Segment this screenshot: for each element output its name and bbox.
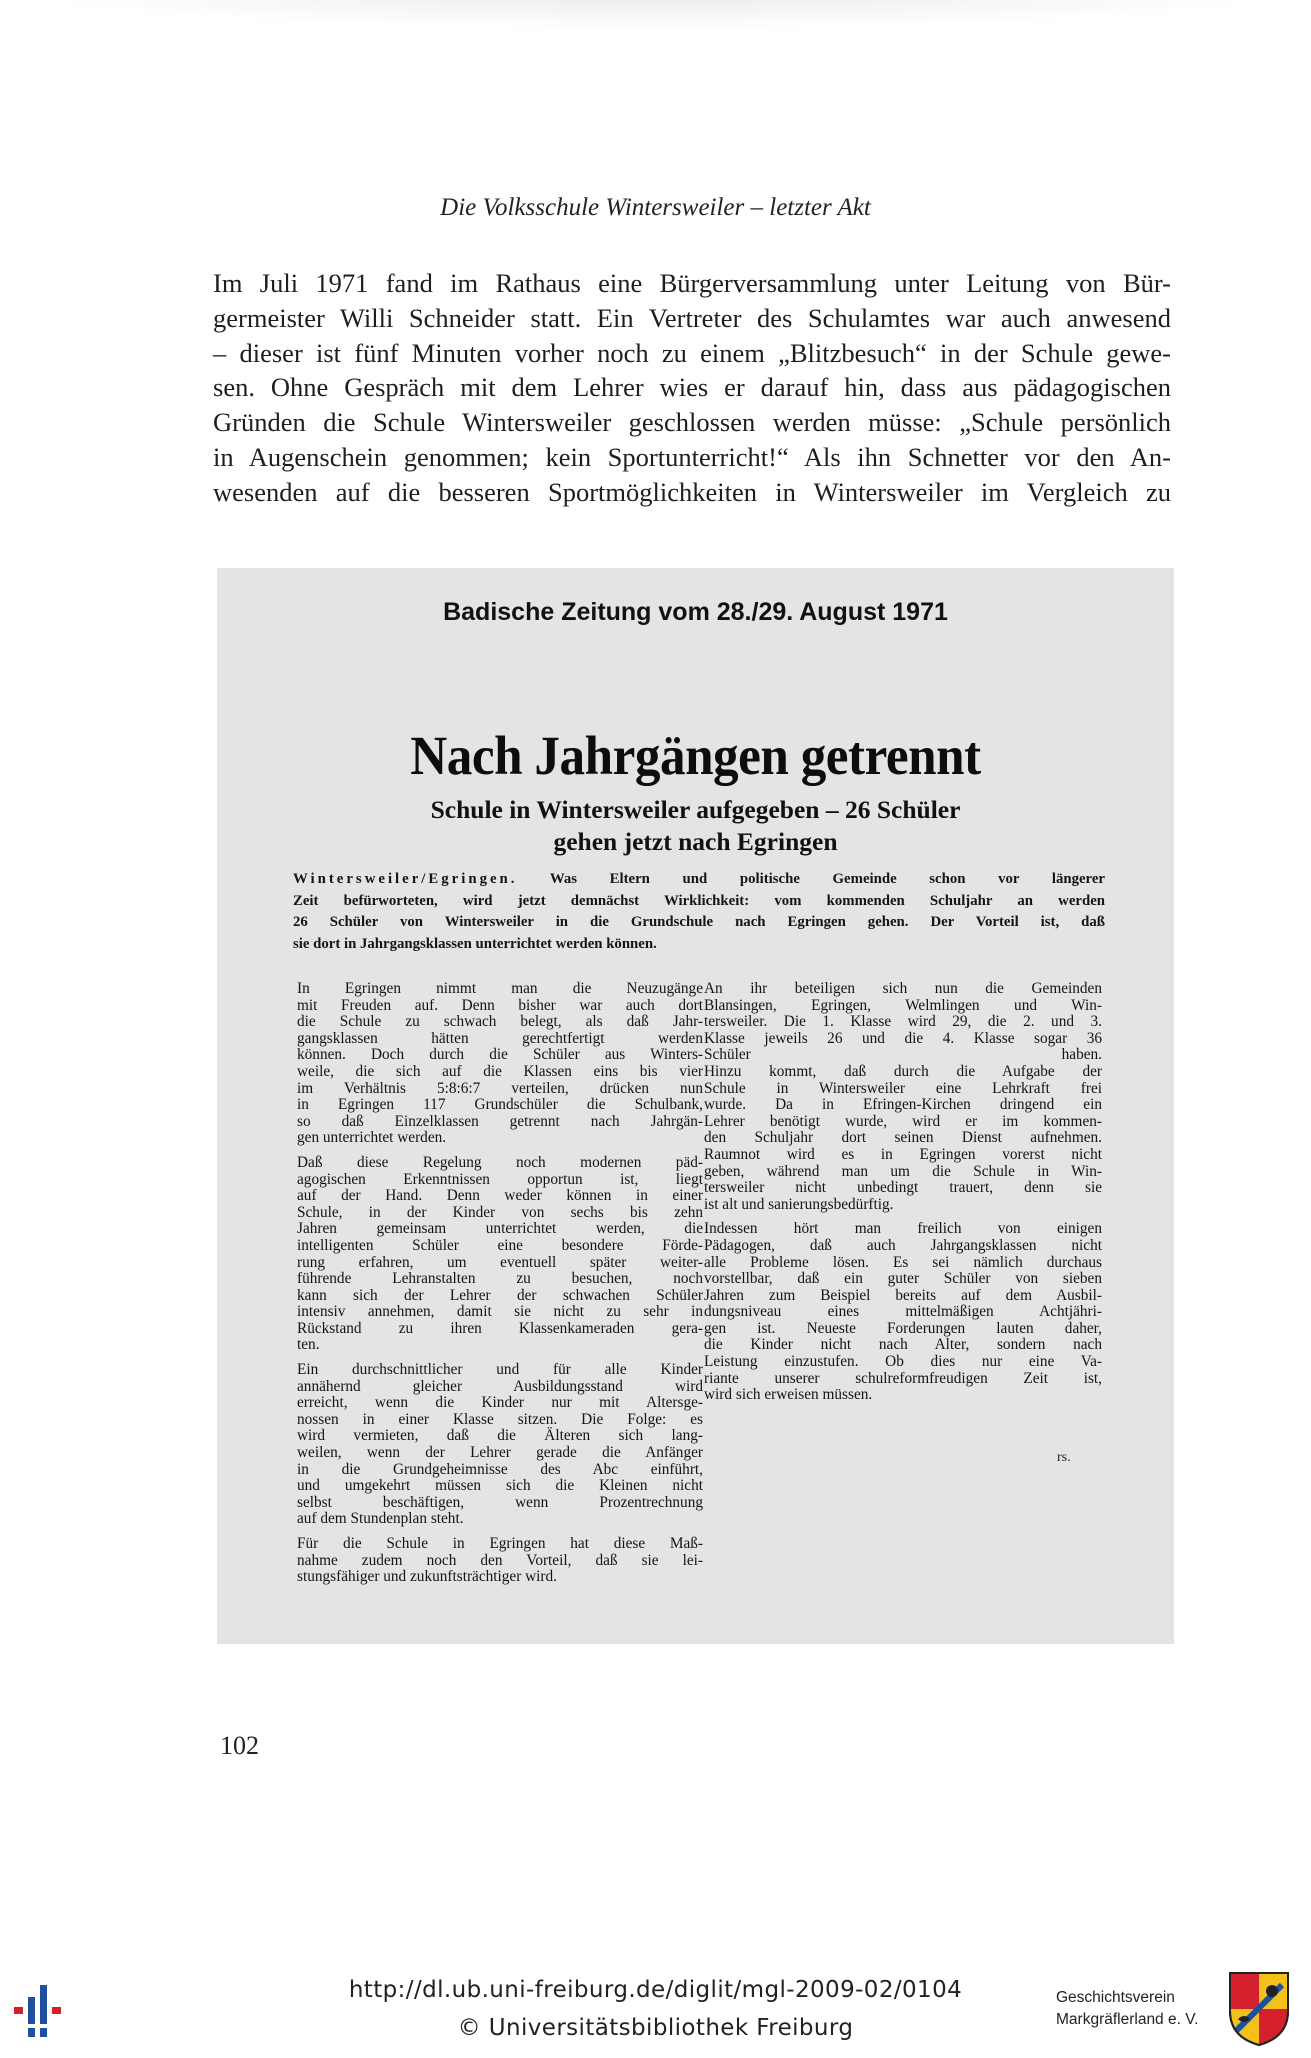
column-line: annähernd gleicher Ausbildungsstand wird xyxy=(297,1377,703,1395)
column-line: ist alt und sanierungsbedürftig. xyxy=(704,1195,894,1213)
column-line: in Egringen 117 Grundschüler die Schulbank, xyxy=(297,1096,703,1114)
column-line: gen ist. Neueste Forderungen lauten daher, xyxy=(704,1319,1102,1337)
lead-line: Zeit befürworteten, wird jetzt demnächst Wirklichkeit: vom kommenden Schuljahr an werden xyxy=(293,892,1105,909)
column-line: Hinzu kommt, daß durch die Aufgabe der xyxy=(704,1062,1102,1080)
column-line: Pädagogen, daß auch Jahrgangsklassen nicht xyxy=(704,1236,1102,1254)
column-line: Schule, in der Kinder von sechs bis zehn xyxy=(297,1203,703,1221)
lead-line: sie dort in Jahrgangsklassen unterrichtet werden können. xyxy=(293,935,657,952)
clipping-headline: Nach Jahrgängen getrennt xyxy=(410,725,981,786)
column-line: tersweiler. Die 1. Klasse wird 29, die 2. und 3. xyxy=(704,1013,1102,1031)
column-line: so daß Einzelklassen getrennt nach Jahrgän- xyxy=(297,1112,703,1130)
page-number: 102 xyxy=(220,1731,259,1760)
footer-url-link[interactable]: http://dl.ub.uni-freiburg.de/diglit/mgl-2009-02/0104 xyxy=(348,1977,963,2003)
column-line: auf der Hand. Denn weder können in einer xyxy=(297,1187,703,1205)
column-line: wird sich erweisen müssen. xyxy=(704,1386,873,1404)
clipping-subheadline xyxy=(217,794,1174,858)
org-line-1: Geschichtsverein xyxy=(1056,1989,1175,2006)
column-line: vorstellbar, daß ein guter Schüler von sieben xyxy=(704,1270,1102,1288)
column-line: Klasse jeweils 26 und die 4. Klasse sogar 36 xyxy=(704,1029,1102,1047)
column-line: wurde. Da in Efringen-Kirchen dringend ein xyxy=(704,1096,1102,1114)
column-line: gen unterrichtet werden. xyxy=(297,1129,447,1147)
column-line: die Schule zu schwach belegt, als daß Jahr- xyxy=(297,1013,703,1031)
column-line: Leistung einzustufen. Ob dies nur eine Va- xyxy=(704,1353,1102,1371)
column-line: agogischen Erkenntnissen opportun ist, liegt xyxy=(297,1170,703,1188)
column-line: wird vermieten, daß die Älteren sich lang- xyxy=(297,1427,703,1445)
column-line: in die Grundgeheimnisse des Abc einführt, xyxy=(297,1460,703,1478)
column-line: gangsklassen hätten gerechtfertigt werden xyxy=(297,1029,703,1047)
column-line: Jahren gemeinsam unterrichtet werden, die xyxy=(297,1220,703,1238)
coat-of-arms-icon xyxy=(1228,1971,1290,2047)
column-line: intelligenten Schüler eine besondere Förde- xyxy=(297,1236,703,1254)
column-line: Indessen hört man freilich von einigen xyxy=(704,1220,1102,1238)
clipping-column-2 xyxy=(704,981,1102,1404)
org-line-2: Markgräflerland e. V. xyxy=(1056,2011,1199,2028)
column-line: riante unserer schulreformfreudigen Zeit ist, xyxy=(704,1369,1102,1387)
column-line: Jahren zum Beispiel bereits auf dem Ausbil- xyxy=(704,1286,1102,1304)
body-line: in Augenschein genommen; kein Sportunterricht!“ Als ihn Schnetter vor den An- xyxy=(213,441,1171,472)
column-line: auf dem Stundenplan steht. xyxy=(297,1510,464,1528)
body-line: Gründen die Schule Wintersweiler geschlossen werden müsse: „Schule persönlich xyxy=(213,407,1171,438)
column-line: Lehrer benötigt wurde, wird er im kommen- xyxy=(704,1112,1102,1130)
column-line: Ein durchschnittlicher und für alle Kinder xyxy=(297,1361,703,1379)
column-line: weilen, wenn der Lehrer gerade die Anfänger xyxy=(297,1444,703,1462)
column-line: An ihr beteiligen sich nun die Gemeinden xyxy=(704,980,1102,997)
column-line: Für die Schule in Egringen hat diese Maß- xyxy=(297,1535,703,1552)
column-line: Daß diese Regelung noch modernen päd- xyxy=(297,1153,703,1171)
body-paragraph xyxy=(213,266,1171,510)
column-line: tersweiler nicht unbedingt trauert, denn sie xyxy=(704,1179,1102,1197)
column-line: ten. xyxy=(297,1336,320,1354)
column-line: Schule in Wintersweiler eine Lehrkraft frei xyxy=(704,1079,1102,1097)
dateline: Wintersweiler/Egringen. xyxy=(293,871,518,887)
lead-line xyxy=(293,869,1105,891)
column-line: intensiv annehmen, damit sie nicht zu sehr in xyxy=(297,1303,703,1321)
column-line: den Schuljahr dort seinen Dienst aufnehmen. xyxy=(704,1129,1102,1147)
column-line: mit Freuden auf. Denn bisher war auch dort xyxy=(297,996,703,1014)
running-head: Die Volksschule Wintersweiler – letzter Akt xyxy=(440,194,871,221)
body-line: sen. Ohne Gespräch mit dem Lehrer wies er darauf hin, dass aus pädagogischen xyxy=(213,372,1171,403)
newspaper-clipping xyxy=(217,568,1174,1644)
column-line: führende Lehranstalten zu besuchen, noch xyxy=(297,1270,703,1288)
lead-text: Was Eltern und politische Gemeinde schon vor längerer xyxy=(517,871,1105,887)
column-line: kann sich der Lehrer der schwachen Schüler xyxy=(297,1286,703,1304)
column-line: können. Doch durch die Schüler aus Winters- xyxy=(297,1046,703,1064)
footer-organization xyxy=(1056,1987,1226,2031)
column-line: weile, die sich auf die Klassen eins bis vier xyxy=(297,1062,703,1080)
subheadline-line-2: gehen jetzt nach Egringen xyxy=(553,827,838,856)
column-line: alle Probleme lösen. Es sei nämlich durchaus xyxy=(704,1253,1102,1271)
body-line: – dieser ist fünf Minuten vorher noch zu einem „Blitzbesuch“ in der Schule gewe- xyxy=(213,337,1171,368)
column-line: Schüler haben. xyxy=(704,1046,1102,1064)
lead-line: 26 Schüler von Wintersweiler in die Grundschule nach Egringen gehen. Der Vorteil ist, daß xyxy=(293,914,1105,930)
clipping-source: Badische Zeitung vom 28./29. August 1971 xyxy=(443,598,948,626)
column-line: Raumnot wird es in Egringen vorerst nicht xyxy=(704,1145,1102,1163)
column-line: dungsniveau eines mittelmäßigen Achtjähri- xyxy=(704,1303,1102,1321)
column-line: selbst beschäftigen, wenn Prozentrechnung xyxy=(297,1493,703,1511)
column-line: Blansingen, Egringen, Welmlingen und Win- xyxy=(704,996,1102,1014)
column-line: und umgekehrt müssen sich die Kleinen nicht xyxy=(297,1477,703,1495)
column-line: stungsfähiger und zukunftsträchtiger wird. xyxy=(297,1568,557,1586)
clipping-column-1 xyxy=(297,981,703,1586)
subheadline-line-1: Schule in Wintersweiler aufgegeben – 26 Schüler xyxy=(430,795,961,824)
column-line: Rückstand zu ihren Klassenkameraden gera- xyxy=(297,1319,703,1337)
column-line: rung erfahren, um eventuell später weiter- xyxy=(297,1253,703,1271)
body-line: wesenden auf die besseren Sportmöglichkeiten in Wintersweiler im Vergleich zu xyxy=(213,476,1171,507)
column-line: erreicht, wenn die Kinder nur mit Altersge- xyxy=(297,1394,703,1412)
column-line: nahme zudem noch den Vorteil, daß sie lei- xyxy=(297,1551,703,1569)
column-line: In Egringen nimmt man die Neuzugänge xyxy=(297,980,703,997)
clipping-lead xyxy=(293,869,1105,955)
footer-copyright: © Universitätsbibliothek Freiburg xyxy=(457,2015,854,2041)
column-line: nossen in einer Klasse sitzen. Die Folge: es xyxy=(297,1410,703,1428)
body-line: Im Juli 1971 fand im Rathaus eine Bürgerversammlung unter Leitung von Bür- xyxy=(213,268,1171,298)
page-top-shadow xyxy=(0,0,1311,30)
column-line: die Kinder nicht nach Alter, sondern nach xyxy=(704,1336,1102,1354)
column-line: geben, während man um die Schule in Win- xyxy=(704,1162,1102,1180)
column-line: im Verhältnis 5:8:6:7 verteilen, drücken nun xyxy=(297,1079,703,1097)
footer xyxy=(0,1963,1311,2058)
body-line: germeister Willi Schneider statt. Ein Vertreter des Schulamtes war auch anwesend xyxy=(213,302,1171,333)
clipping-signature: rs. xyxy=(1057,1450,1071,1465)
